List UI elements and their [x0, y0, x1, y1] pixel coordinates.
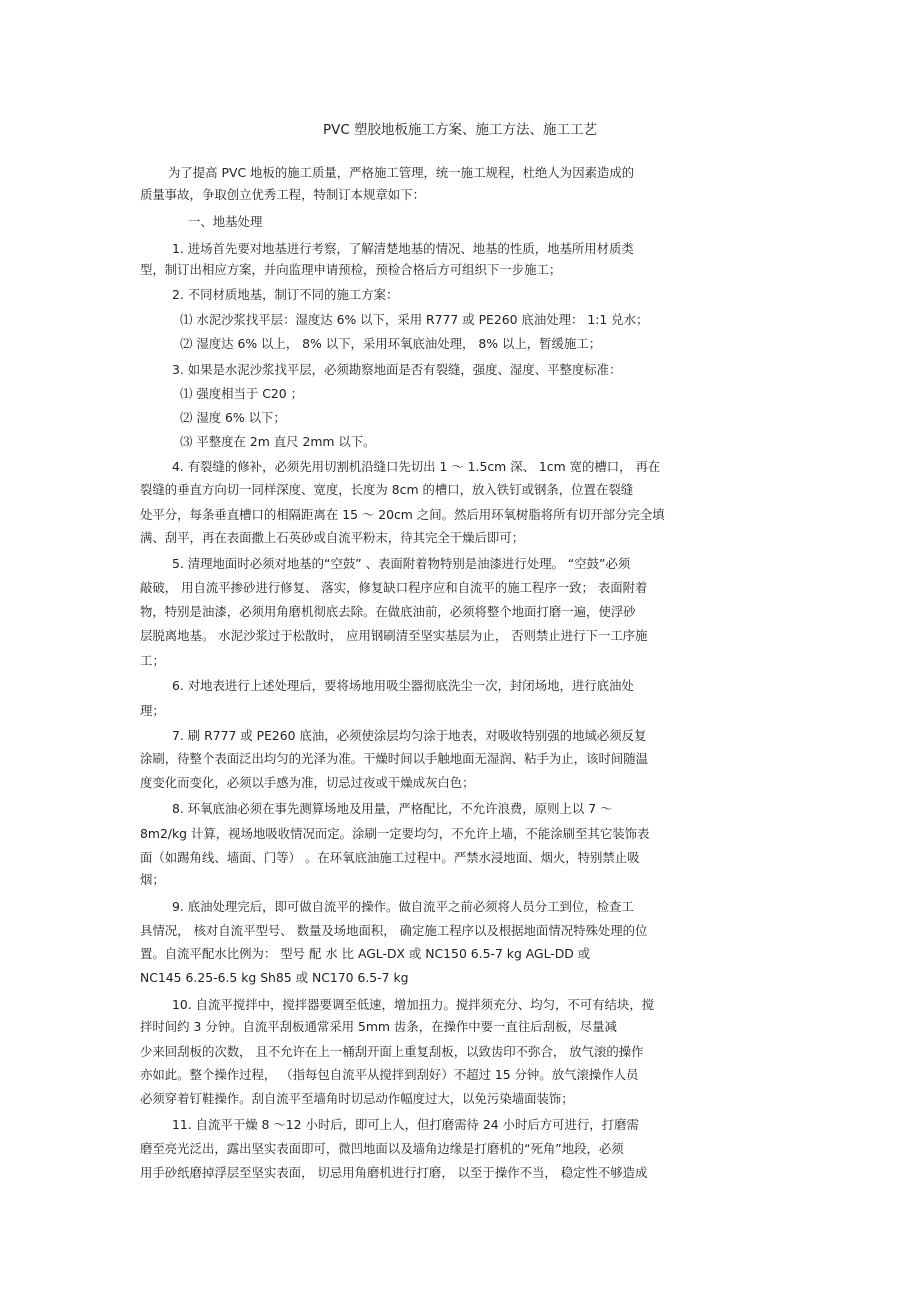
text-line: 型，制订出相应方案，并向监理申请预检，预检合格后方可组织下一步施工；	[140, 262, 562, 277]
text-line: 磨至亮光泛出，露出坚实表面即可，微凹地面以及墙角边缘是打磨机的“死角”地段，必须	[140, 1141, 624, 1156]
text-line: 10. 自流平搅拌中，搅拌器要调至低速，增加扭力。搅拌须充分、均匀，不可有结块，搅	[172, 997, 655, 1012]
text-line: 11. 自流平干燥 8 ～12 小时后，即可上人，但打磨需待 24 小时后方可进行，打磨需	[172, 1117, 639, 1132]
text-line: 2. 不同材质地基，制订不同的施工方案：	[172, 287, 399, 302]
text-line: ⑴ 水泥沙浆找平层：湿度达 6% 以下，采用 R777 或 PE260 底油处理： 1:1 兑水；	[180, 312, 649, 327]
text-line: ⑶ 平整度在 2m 直尺 2mm 以下。	[180, 434, 376, 449]
text-line: 亦如此。整个操作过程， （指每包自流平从搅拌到刮好）不超过 15 分钟。放气滚操作人员	[140, 1067, 639, 1082]
text-line: 7. 刷 R777 或 PE260 底油，必须使涂层均匀涂于地表，对吸收特别强的地域必须反复	[172, 728, 647, 743]
text-line: 8m2/kg 计算，视场地吸收情况而定。涂刷一定要均匀，不允许上墙，不能涂刷至其它装饰表	[140, 826, 650, 841]
text-line: NC145 6.25-6.5 kg Sh85 或 NC170 6.5-7 kg	[140, 970, 409, 985]
text-line: 涂刷，待整个表面泛出均匀的光泽为准。干燥时间以手触地面无湿润、粘手为止，该时间随温	[140, 751, 649, 766]
text-line: 敲破， 用自流平掺砂进行修复、 落实，修复缺口程序应和自流平的施工程序一致； 表面附着	[140, 580, 648, 595]
text-line: 1. 进场首先要对地基进行考察，了解清楚地基的情况、地基的性质，地基所用材质类	[172, 241, 634, 256]
text-line: 满、刮平，再在表面撒上石英砂或自流平粉末，待其完全干燥后即可；	[140, 530, 525, 545]
text-line: 工；	[140, 653, 165, 668]
text-line: 用手砂纸磨掉浮层至坚实表面， 切忌用角磨机进行打磨， 以至于操作不当， 稳定性不够造成	[140, 1165, 648, 1180]
text-line: 层脱离地基。 水泥沙浆过于松散时， 应用钢刷清至坚实基层为止， 否则禁止进行下一工序施	[140, 628, 648, 643]
text-line: 裂缝的垂直方向切一同样深度、宽度，长度为 8cm 的槽口，放入铁钉或钢条，位置在裂缝	[140, 482, 634, 497]
text-line: 质量事故，争取创立优秀工程，特制订本规章如下：	[140, 187, 425, 202]
text-line: 处平分，每条垂直槽口的相隔距离在 15 ～ 20cm 之间。然后用环氧树脂将所有切开部分完全填	[140, 507, 665, 522]
text-line: ⑵ 湿度达 6% 以上， 8% 以下，采用环氧底油处理， 8% 以上，暂缓施工；	[180, 336, 602, 351]
text-line: 具情况， 核对自流平型号、 数量及场地面积， 确定施工程序以及根据地面情况特殊处理的位	[140, 923, 648, 938]
text-line: 置。自流平配水比例为： 型号 配 水 比 AGL-DX 或 NC150 6.5-7 kg AGL-DD 或	[140, 946, 591, 961]
text-line: 烟；	[140, 872, 165, 887]
text-line: 拌时间约 3 分钟。自流平刮板通常采用 5mm 齿条，在操作中要一直往后刮板，尽量减	[140, 1019, 617, 1034]
text-line: 少来回刮板的次数， 且不允许在上一桶刮开面上重复刮板，以致齿印不弥合， 放气滚的操作	[140, 1044, 644, 1059]
text-line: 面（如踢角线、墙面、门等） 。在环氧底油施工过程中。严禁水浸地面、烟火，特别禁止吸	[140, 850, 640, 865]
text-line: 一、地基处理	[188, 214, 263, 229]
text-line: 度变化而变化，必须以手感为准，切忌过夜或干燥成灰白色；	[140, 775, 475, 790]
text-line: 8. 环氧底油必须在事先测算场地及用量，严格配比，不允许浪费，原则上以 7 ～	[172, 801, 613, 816]
text-line: 物，特别是油漆，必须用角磨机彻底去除。在做底油前，必须将整个地面打磨一遍，使浮砂	[140, 604, 636, 619]
text-line: 3. 如果是水泥沙浆找平层，必须勘察地面是否有裂缝，强度、湿度、平整度标准：	[172, 362, 622, 377]
text-line: ⑴ 强度相当于 C20 ；	[180, 386, 303, 401]
text-line: ⑵ 湿度 6% 以下；	[180, 410, 286, 425]
page-title: PVC 塑胶地板施工方案、施工方法、施工工艺	[322, 122, 598, 138]
text-line: 理；	[140, 703, 165, 718]
text-line: 9. 底油处理完后，即可做自流平的操作。做自流平之前必须将人员分工到位，检查工	[172, 899, 634, 914]
text-line: 6. 对地表进行上述处理后，要将场地用吸尘器彻底洗尘一次，封闭场地，进行底油处	[172, 678, 634, 693]
text-line: 为了提高 PVC 地板的施工质量，严格施工管理，统一施工规程，杜绝人为因素造成的	[168, 165, 635, 180]
text-line: 5. 清理地面时必须对地基的“空鼓” 、表面附着物特别是油漆进行处理。 “空鼓”必须	[172, 556, 631, 571]
text-line: 4. 有裂缝的修补，必须先用切割机沿缝口先切出 1 ～ 1.5cm 深、 1cm 宽的槽口， 再在	[172, 459, 661, 474]
text-line: 必须穿着钉鞋操作。刮自流平至墙角时切忌动作幅度过大，以免污染墙面装饰；	[140, 1091, 574, 1106]
